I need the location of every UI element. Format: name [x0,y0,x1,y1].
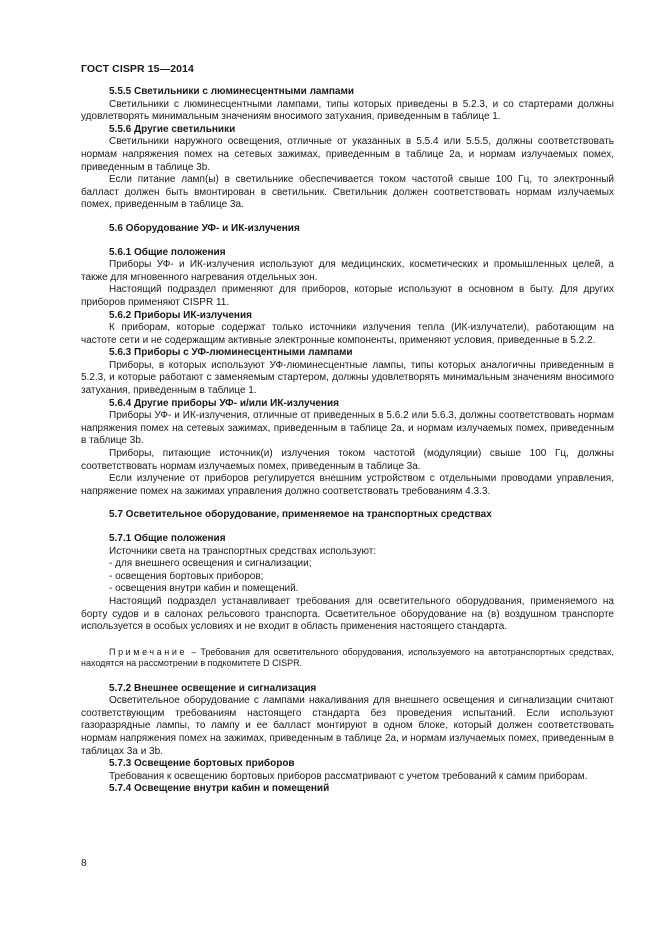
section-heading-5-7-1: 5.7.1 Общие положения [109,533,226,544]
section-heading-5-6: 5.6 Оборудование УФ- и ИК-излучения [109,222,300,234]
note-text: – Требования для осветительного оборудования, используемого на автотранспортных средствах, находятся на рассмотрении в подкомитете D CISPR. [81,646,614,669]
paragraph: Настоящий подраздел применяют для приборов, которые используют в основном в быту. Для других приборов применяют CISPR 11. [81,284,614,308]
paragraph: Приборы УФ- и ИК-излучения, отличные от приведенных в 5.6.2 или 5.6.3, должны соответствовать нормам напряжения помех на сетевых зажимах, приведенным в таблице 2а, и нормам излучаемых помех, приведенным в таблице 3b. [81,410,614,447]
section-heading-5-7-3: 5.7.3 Освещение бортовых приборов [109,758,295,770]
section-heading-5-7: 5.7 Осветительное оборудование, применяемое на транспортных средствах [109,509,492,521]
paragraph: Приборы, питающие источник(и) излучения током частотой (модуляции) свыше 100 Гц, должны соответствовать нормам излучаемых помех, приведенным в таблице 3а. [81,448,614,472]
section-heading-5-6-2: 5.6.2 Приборы ИК-излучения [109,309,252,321]
paragraph: Осветительное оборудование с лампами накаливания для внешнего освещения и сигнализации считают соответствующим требованиям настоящего стандарта без проведения испытаний. Если используют газоразрядные лампы, то лампу и ее балласт монтируют в одном блоке, который должен соответствовать нормам напряжения помех на зажимах, приведенным в таблице 2а, и нормам излучаемых помех, приведенным в таблицах 3а и 3b. [81,695,614,757]
list-item: - освещения внутри кабин и помещений. [109,583,299,595]
paragraph: К приборам, которые содержат только источники излучения тепла (ИК-излучатели), работающим на частоте сети и не содержащим активные электронные компоненты, применяют условия, приведенные в 5.2.2. [81,322,614,346]
paragraph: Светильники наружного освещения, отличные от указанных в 5.5.4 или 5.5.5, должны соответствовать нормам напряжения помех на сетевых зажимах, приведенным в таблице 2а, и нормам излучаемых помех, приведенным в таблице 3b. [81,136,614,173]
paragraph: Приборы УФ- и ИК-излучения используют для медицинских, косметических и промышленных целей, а также для мгновенного нагревания отдельных зон. [81,259,614,283]
document-body [81,86,614,796]
paragraph: Требования к освещению бортовых приборов рассматривают с учетом требований к самим приборам. [109,770,588,782]
paragraph: Если излучение от приборов регулируется внешним устройством с отдельными проводами управления, напряжение помех на зажимах управления должно соответствовать требованиям 4.3.3. [81,473,614,497]
list-item: - освещения бортовых приборов; [109,570,264,582]
section-heading-5-6-3: 5.6.3 Приборы с УФ-люминесцентными лампами [109,347,353,359]
note [81,647,614,670]
page-number: 8 [81,858,87,869]
section-heading-5-6-4: 5.6.4 Другие приборы УФ- и/или ИК-излучения [109,397,339,409]
paragraph: Источники света на транспортных средствах используют: [109,545,377,557]
paragraph: Светильники с люминесцентными лампами, типы которых приведены в 5.2.3, и со стартерами должны удовлетворять минимальным значениям вносимого затухания, приведенным в таблице 1. [81,98,614,123]
paragraph: Если питание ламп(ы) в светильнике обеспечивается током частотой свыше 100 Гц, то электронный балласт должен быть вмонтирован в светильник. Светильник должен соответствовать нормам излучаемых помех, приведенным в таблице 3а. [81,174,614,211]
section-heading-5-7-2: 5.7.2 Внешнее освещение и сигнализация [109,682,317,694]
section-heading-5-5-5: 5.5.5 Светильники с люминесцентными лампами [109,86,355,97]
note-label: Примечание [109,646,188,657]
paragraph: Приборы, в которых используют УФ-люминесцентные лампы, типы которых аналогичны приведенным в 5.2.3, и которые работают с заменяемым стартером, должны удовлетворять минимальным значениям вносимого затухания, приведенным в таблице 1. [81,359,614,397]
document-header: ГОСТ CISPR 15—2014 [81,63,194,75]
section-heading-5-6-1: 5.6.1 Общие положения [109,246,226,258]
paragraph: Настоящий подраздел устанавливает требования для осветительного оборудования, применяемого на борту судов и в салонах рельсового транспорта. Осветительное оборудование на (в) воздушном транспорте используется в особых условиях и не входит в область применения настоящего стандарта. [81,595,614,633]
section-heading-5-5-6: 5.5.6 Другие светильники [109,123,236,135]
section-heading-5-7-4: 5.7.4 Освещение внутри кабин и помещений [109,783,330,795]
list-item: - для внешнего освещения и сигнализации; [109,558,312,570]
